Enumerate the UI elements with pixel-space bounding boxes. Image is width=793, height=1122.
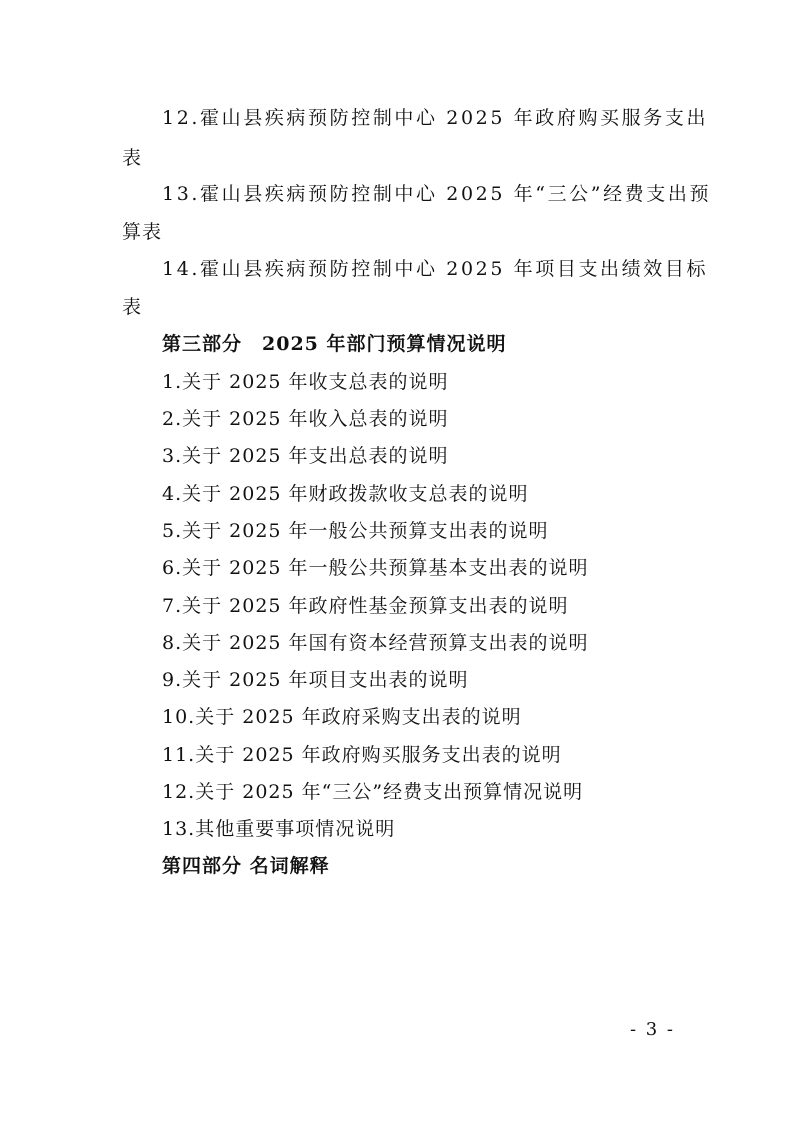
part3-item-12: 12.关于 2025 年“三公”经费支出预算情况说明 (162, 781, 584, 803)
part3-heading: 第三部分 2025 年部门预算情况说明 (162, 333, 507, 355)
list-item-12-line2: 表 (122, 147, 143, 169)
part3-item-11: 11.关于 2025 年政府购买服务支出表的说明 (162, 744, 562, 766)
part3-item-8: 8.关于 2025 年国有资本经营预算支出表的说明 (162, 632, 589, 654)
part3-item-5: 5.关于 2025 年一般公共预算支出表的说明 (162, 520, 549, 542)
part3-item-2: 2.关于 2025 年收入总表的说明 (162, 408, 449, 430)
list-item-13-line1: 13.霍山县疾病预防控制中心 2025 年“三公”经费支出预 (162, 183, 712, 205)
list-item-13-line2: 算表 (122, 221, 163, 243)
part3-item-4: 4.关于 2025 年财政拨款收支总表的说明 (162, 483, 529, 505)
part3-item-3: 3.关于 2025 年支出总表的说明 (162, 445, 449, 467)
list-item-14-line1: 14.霍山县疾病预防控制中心 2025 年项目支出绩效目标 (162, 258, 709, 280)
part3-item-13: 13.其他重要事项情况说明 (162, 818, 396, 840)
part3-item-7: 7.关于 2025 年政府性基金预算支出表的说明 (162, 595, 569, 617)
part3-item-9: 9.关于 2025 年项目支出表的说明 (162, 669, 469, 691)
list-item-12-line1: 12.霍山县疾病预防控制中心 2025 年政府购买服务支出 (162, 107, 709, 129)
part4-heading: 第四部分 名词解释 (162, 855, 330, 877)
part3-item-1: 1.关于 2025 年收支总表的说明 (162, 371, 449, 393)
part3-item-10: 10.关于 2025 年政府采购支出表的说明 (162, 706, 522, 728)
page-number: - 3 - (629, 1019, 675, 1040)
list-item-14-line2: 表 (122, 296, 143, 318)
part3-item-6: 6.关于 2025 年一般公共预算基本支出表的说明 (162, 557, 589, 579)
